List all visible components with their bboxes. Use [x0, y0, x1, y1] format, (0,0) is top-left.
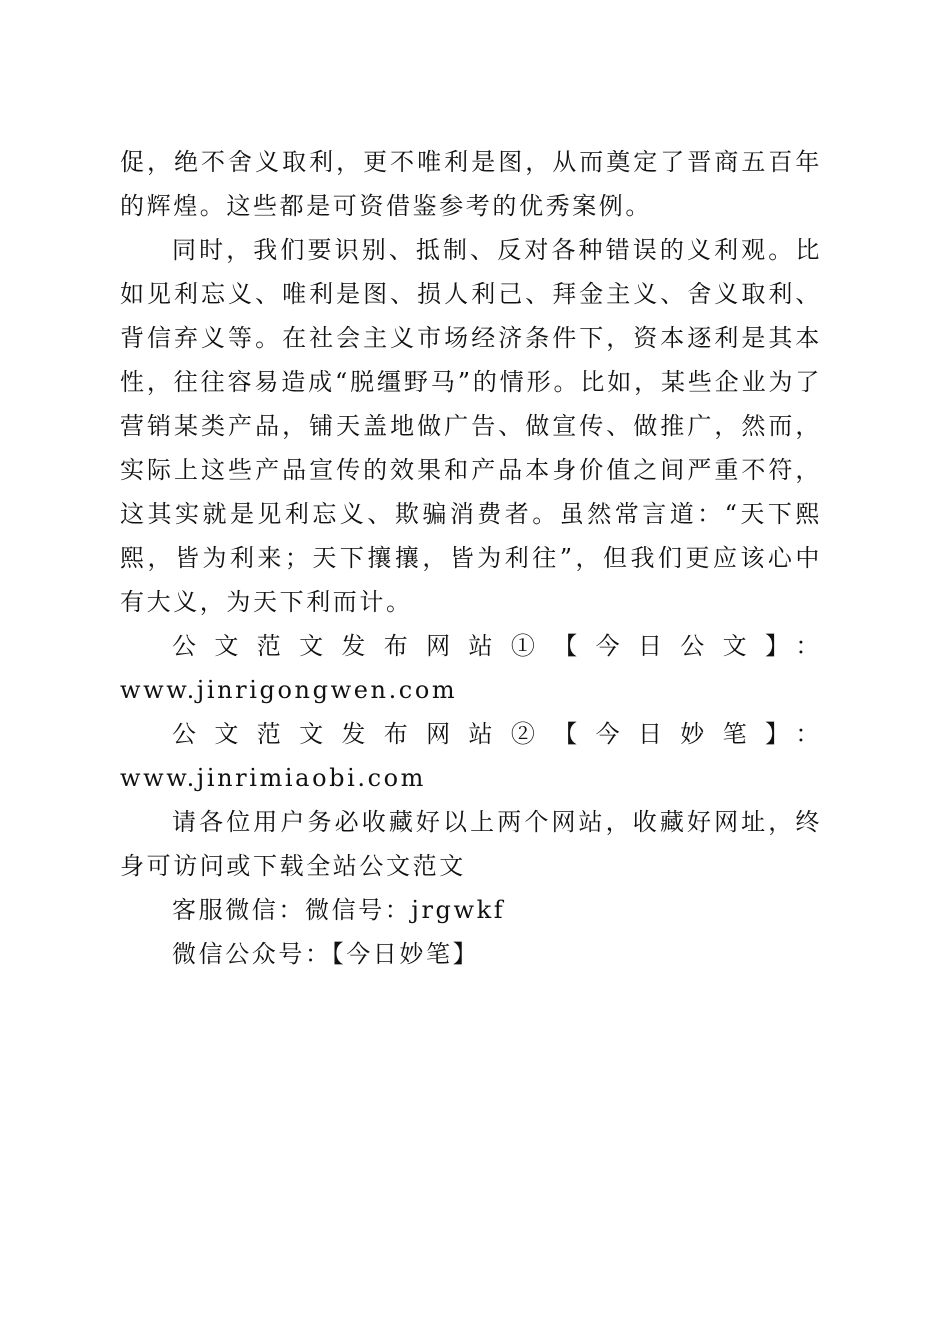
document-body [120, 140, 822, 976]
customer-service-wechat: 客服微信：微信号：jrgwkf [172, 896, 506, 924]
official-account: 微信公众号：【今日妙笔】 [172, 940, 480, 968]
site-2-line: 公文范文发布网站②【今日妙笔】：www.jinrimiaobi.com [120, 720, 822, 792]
site-1-label: 公文范文发布网站①【今日公文】： [172, 632, 822, 660]
paragraph-continuation: 促，绝不舍义取利，更不唯利是图，从而奠定了晋商五百年的辉煌。这些都是可资借鉴参考的优秀案例。 [120, 148, 822, 220]
bookmark-notice: 请各位用户务必收藏好以上两个网站，收藏好网址，终身可访问或下载全站公文范文 [120, 808, 822, 880]
site-1-url: www.jinrigongwen.com [120, 676, 458, 704]
paragraph-righteousness-profit: 同时，我们要识别、抵制、反对各种错误的义利观。比如见利忘义、唯利是图、损人利己、拜金主义、舍义取利、背信弃义等。在社会主义市场经济条件下，资本逐利是其本性，往往容易造成“脱缰野马”的情形。比如，某些企业为了营销某类产品，铺天盖地做广告、做宣传、做推广，然而，实际上这些产品宣传的效果和产品本身价值之间严重不符，这其实就是见利忘义、欺骗消费者。虽然常言道：“天下熙熙，皆为利来；天下攘攘，皆为利往”，但我们更应该心中有大义，为天下利而计。 [120, 236, 822, 616]
